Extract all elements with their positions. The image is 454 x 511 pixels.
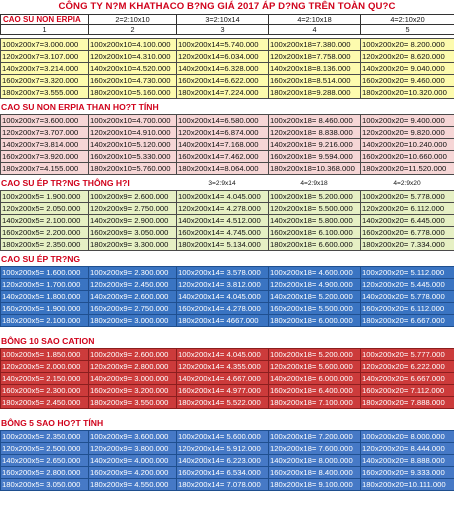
- price-cell: 120x200x20= 5.445.000: [361, 279, 454, 291]
- price-cell: 100x200x14=6.580.000: [177, 115, 269, 127]
- price-cell: 100x200x7=3.000.000: [1, 39, 89, 51]
- price-cell: 140x200x5= 2.150.000: [1, 373, 89, 385]
- table-row: [1, 479, 454, 491]
- price-cell: 140x200x14= 4.667.000: [177, 373, 269, 385]
- price-cell: 160x200x18=8.514.000: [269, 75, 361, 87]
- price-cell: 100x200x18= 4.600.000: [269, 267, 361, 279]
- price-cell: 160x200x14= 4.745.000: [177, 227, 269, 239]
- section-heading: BÔNG 10 SAO CATION: [1, 336, 95, 346]
- price-cell: 100x200x5= 1.850.000: [1, 349, 89, 361]
- price-cell: 160x200x20= 9.333.000: [361, 467, 454, 479]
- header-row-numbers: [1, 25, 454, 35]
- header-cell: 2: [89, 25, 177, 35]
- price-cell: 140x200x20= 5.778.000: [361, 291, 454, 303]
- price-cell: 160x200x20= 9.460.000: [361, 75, 454, 87]
- price-cell: 100x200x9= 2.600.000: [89, 349, 177, 361]
- price-cell: 100x200x10=4.100.000: [89, 39, 177, 51]
- price-cell: 120x200x20= 6.222.000: [361, 361, 454, 373]
- price-cell: 160x200x9= 2.750.000: [89, 303, 177, 315]
- table-row: [1, 127, 454, 139]
- table-row: [1, 373, 454, 385]
- price-cell: 120x200x14= 4.278.000: [177, 203, 269, 215]
- header-row-labels: [1, 15, 454, 25]
- table-row: [1, 87, 454, 99]
- table-row: [1, 349, 454, 361]
- price-cell: 180x200x7=4.155.000: [1, 163, 89, 175]
- price-cell: 120x200x20= 6.112.000: [361, 203, 454, 215]
- price-cell: 140x200x7=3.214.000: [1, 63, 89, 75]
- table-row: [1, 115, 454, 127]
- price-cell: 120x200x9= 2.750.000: [89, 203, 177, 215]
- table-row: [1, 397, 454, 409]
- table-row: [1, 291, 454, 303]
- price-cell: 180x200x10=5.160.000: [89, 87, 177, 99]
- price-cell: 160x200x18= 8.400.000: [269, 467, 361, 479]
- price-cell: 180x200x14= 7.078.000: [177, 479, 269, 491]
- price-cell: 120x200x20= 8.444.000: [361, 443, 454, 455]
- price-cell: 160x200x14=6.622.000: [177, 75, 269, 87]
- price-cell: 100x200x14= 4.045.000: [177, 191, 269, 203]
- price-cell: 100x200x10=4.700.000: [89, 115, 177, 127]
- price-cell: 140x200x20= 9.040.000: [361, 63, 454, 75]
- price-cell: 100x200x9= 3.600.000: [89, 431, 177, 443]
- price-cell: 180x200x14=8.064.000: [177, 163, 269, 175]
- column-header-table: [0, 14, 454, 35]
- table-row: [1, 63, 454, 75]
- price-cell: 140x200x14=7.168.000: [177, 139, 269, 151]
- price-cell: 160x200x14=7.462.000: [177, 151, 269, 163]
- price-cell: 160x200x10=5.330.000: [89, 151, 177, 163]
- price-table: [0, 38, 454, 99]
- price-cell: 100x200x20= 5.112.000: [361, 267, 454, 279]
- header-cell: 2=2:10x10: [89, 15, 177, 25]
- price-cell: 140x200x9= 2.600.000: [89, 291, 177, 303]
- price-cell: 160x200x14= 4.278.000: [177, 303, 269, 315]
- price-cell: 140x200x20= 8.888.000: [361, 455, 454, 467]
- price-cell: 120x200x20= 8.620.000: [361, 51, 454, 63]
- table-row: [1, 303, 454, 315]
- header-cell: 4=2:10x20: [361, 15, 454, 25]
- table-row: [1, 39, 454, 51]
- price-cell: 180x200x18=9.288.000: [269, 87, 361, 99]
- price-cell: 100x200x7=3.600.000: [1, 115, 89, 127]
- price-cell: 120x200x14= 4.355.000: [177, 361, 269, 373]
- table-row: [1, 215, 454, 227]
- table-row: [1, 279, 454, 291]
- table-row: [1, 239, 454, 251]
- price-cell: 180x200x5= 2.100.000: [1, 315, 89, 327]
- price-cell: 120x200x5= 2.000.000: [1, 361, 89, 373]
- price-cell: 180x200x20=10.111.000: [361, 479, 454, 491]
- table-row: [1, 139, 454, 151]
- price-cell: 140x200x5= 2.650.000: [1, 455, 89, 467]
- price-cell: 160x200x18= 6.400.000: [269, 385, 361, 397]
- table-row: [1, 151, 454, 163]
- price-cell: 140x200x14= 4.512.000: [177, 215, 269, 227]
- price-cell: 120x200x14=6.034.000: [177, 51, 269, 63]
- price-cell: 100x200x20= 5.777.000: [361, 349, 454, 361]
- section-heading: CAO SU ÉP TR?NG THÔNG H?I: [1, 178, 130, 188]
- price-cell: 100x200x14= 4.045.000: [177, 349, 269, 361]
- price-cell: 160x200x20=10.660.000: [361, 151, 454, 163]
- header-cell: 3=2:10x14: [177, 15, 269, 25]
- price-cell: 160x200x10=4.730.000: [89, 75, 177, 87]
- table-row: [1, 315, 454, 327]
- price-cell: 180x200x20= 7.888.000: [361, 397, 454, 409]
- table-row: [1, 191, 454, 203]
- price-cell: 120x200x18= 4.900.000: [269, 279, 361, 291]
- table-row: [1, 431, 454, 443]
- header-cell: 1: [1, 25, 89, 35]
- price-cell: 100x200x18= 7.200.000: [269, 431, 361, 443]
- table-row: [1, 455, 454, 467]
- price-cell: 140x200x18=8.136.000: [269, 63, 361, 75]
- price-cell: 120x200x10=4.910.000: [89, 127, 177, 139]
- price-cell: 180x200x9= 3.000.000: [89, 315, 177, 327]
- price-cell: 120x200x14= 5.912.000: [177, 443, 269, 455]
- price-cell: 140x200x5= 2.100.000: [1, 215, 89, 227]
- price-cell: 140x200x7=3.814.000: [1, 139, 89, 151]
- price-cell: 180x200x5= 2.450.000: [1, 397, 89, 409]
- price-cell: 140x200x9= 3.000.000: [89, 373, 177, 385]
- price-cell: 120x200x10=4.310.000: [89, 51, 177, 63]
- price-cell: 180x200x14= 5.522.000: [177, 397, 269, 409]
- price-cell: 140x200x9= 4.000.000: [89, 455, 177, 467]
- price-cell: 160x200x18= 9.594.000: [269, 151, 361, 163]
- price-cell: 140x200x14= 6.223.000: [177, 455, 269, 467]
- price-cell: 180x200x20= 6.667.000: [361, 315, 454, 327]
- section-subheader: 4=2:9x20: [393, 180, 421, 187]
- price-cell: 100x200x14=5.740.000: [177, 39, 269, 51]
- price-cell: 120x200x7=3.107.000: [1, 51, 89, 63]
- price-cell: 100x200x18= 5.200.000: [269, 349, 361, 361]
- price-cell: 120x200x14= 3.812.000: [177, 279, 269, 291]
- table-row: [1, 385, 454, 397]
- price-cell: 140x200x20=10.240.000: [361, 139, 454, 151]
- page-title: CÔNG TY N?M KHATHACO B?NG GIÁ 2017 ÁP D?NG TRÊN TOÀN QU?C: [58, 1, 396, 12]
- price-cell: 120x200x9= 2.450.000: [89, 279, 177, 291]
- price-cell: 180x200x20=11.520.000: [361, 163, 454, 175]
- price-cell: 180x200x18= 6.600.000: [269, 239, 361, 251]
- price-cell: 140x200x18= 5.800.000: [269, 215, 361, 227]
- price-cell: 140x200x10=5.120.000: [89, 139, 177, 151]
- price-cell: 180x200x18=10.368.000: [269, 163, 361, 175]
- price-cell: 140x200x9= 2.900.000: [89, 215, 177, 227]
- price-cell: 120x200x18= 8.838.000: [269, 127, 361, 139]
- price-cell: 120x200x20= 9.820.000: [361, 127, 454, 139]
- price-cell: 180x200x14=7.224.000: [177, 87, 269, 99]
- price-cell: 100x200x20= 5.778.000: [361, 191, 454, 203]
- price-cell: 180x200x14= 4667.000: [177, 315, 269, 327]
- price-cell: 140x200x5= 1.800.000: [1, 291, 89, 303]
- price-cell: 160x200x14= 6.534.000: [177, 467, 269, 479]
- price-cell: 160x200x7=3.320.000: [1, 75, 89, 87]
- price-cell: 120x200x18= 5.600.000: [269, 361, 361, 373]
- price-cell: 160x200x5= 2.200.000: [1, 227, 89, 239]
- section-heading: CAO SU ÉP TR?NG: [1, 254, 81, 264]
- table-row: [1, 203, 454, 215]
- price-cell: 140x200x14=6.328.000: [177, 63, 269, 75]
- section-heading: CAO SU NON ERPIA THAN HO?T TÍNH: [1, 102, 159, 112]
- price-cell: 180x200x18= 7.100.000: [269, 397, 361, 409]
- section-subheader: 3=2:9x14: [208, 180, 236, 187]
- price-cell: 160x200x5= 2.300.000: [1, 385, 89, 397]
- header-cell: CAO SU NON ERPIA: [1, 15, 89, 25]
- price-cell: 120x200x9= 2.800.000: [89, 361, 177, 373]
- price-cell: 100x200x20= 9.400.000: [361, 115, 454, 127]
- price-table: [0, 266, 454, 327]
- price-cell: 100x200x20= 8.200.000: [361, 39, 454, 51]
- section-heading: BÔNG 5 SAO HO?T TÍNH: [1, 418, 104, 428]
- price-cell: 140x200x14= 4.045.000: [177, 291, 269, 303]
- table-row: [1, 51, 454, 63]
- price-cell: 120x200x14=6.874.000: [177, 127, 269, 139]
- price-cell: 100x200x5= 1.900.000: [1, 191, 89, 203]
- price-cell: 160x200x9= 3.200.000: [89, 385, 177, 397]
- price-cell: 100x200x20= 8.000.000: [361, 431, 454, 443]
- price-cell: 180x200x20= 7.334.000: [361, 239, 454, 251]
- price-cell: 100x200x14= 3.578.000: [177, 267, 269, 279]
- table-row: [1, 267, 454, 279]
- price-cell: 140x200x18= 8.000.000: [269, 455, 361, 467]
- price-table: [0, 348, 454, 409]
- table-row: [1, 361, 454, 373]
- price-cell: 140x200x18= 9.216.000: [269, 139, 361, 151]
- price-cell: 120x200x5= 1.700.000: [1, 279, 89, 291]
- price-cell: 180x200x20=10.320.000: [361, 87, 454, 99]
- price-cell: 160x200x20= 7.112.000: [361, 385, 454, 397]
- table-row: [1, 163, 454, 175]
- price-cell: 120x200x5= 2.500.000: [1, 443, 89, 455]
- price-cell: 160x200x9= 3.050.000: [89, 227, 177, 239]
- price-cell: 100x200x5= 2.350.000: [1, 431, 89, 443]
- price-cell: 160x200x5= 1.900.000: [1, 303, 89, 315]
- price-cell: 140x200x18= 5.200.000: [269, 291, 361, 303]
- price-cell: 180x200x7=3.555.000: [1, 87, 89, 99]
- price-cell: 120x200x18= 7.600.000: [269, 443, 361, 455]
- price-table: [0, 430, 454, 491]
- price-cell: 120x200x18=7.758.000: [269, 51, 361, 63]
- price-cell: 180x200x18= 9.100.000: [269, 479, 361, 491]
- price-cell: 180x200x9= 4.550.000: [89, 479, 177, 491]
- price-table: [0, 190, 454, 251]
- table-row: [1, 227, 454, 239]
- price-cell: 180x200x5= 2.350.000: [1, 239, 89, 251]
- price-cell: 160x200x20= 6.778.000: [361, 227, 454, 239]
- price-cell: 100x200x18=7.380.000: [269, 39, 361, 51]
- header-cell: 4: [269, 25, 361, 35]
- price-cell: 160x200x14= 4.977.000: [177, 385, 269, 397]
- price-cell: 120x200x9= 3.800.000: [89, 443, 177, 455]
- price-cell: 140x200x20= 6.445.000: [361, 215, 454, 227]
- price-table: [0, 114, 454, 175]
- price-cell: 160x200x5= 2.800.000: [1, 467, 89, 479]
- price-cell: 140x200x20= 6.667.000: [361, 373, 454, 385]
- section-subheader: 4=2:9x18: [300, 180, 328, 187]
- price-cell: 180x200x10=5.760.000: [89, 163, 177, 175]
- table-row: [1, 443, 454, 455]
- header-cell: 5: [361, 25, 454, 35]
- table-row: [1, 467, 454, 479]
- price-cell: 140x200x18= 6.000.000: [269, 373, 361, 385]
- price-cell: 160x200x7=3.920.000: [1, 151, 89, 163]
- price-cell: 100x200x14= 5.600.000: [177, 431, 269, 443]
- price-cell: 120x200x5= 2.050.000: [1, 203, 89, 215]
- header-cell: 3: [177, 25, 269, 35]
- price-cell: 160x200x9= 4.200.000: [89, 467, 177, 479]
- price-cell: 140x200x10=4.520.000: [89, 63, 177, 75]
- price-cell: 100x200x9= 2.300.000: [89, 267, 177, 279]
- price-cell: 160x200x18= 6.100.000: [269, 227, 361, 239]
- price-cell: 120x200x7=3.707.000: [1, 127, 89, 139]
- header-cell: 4=2:10x18: [269, 15, 361, 25]
- price-cell: 180x200x14= 5.134.000: [177, 239, 269, 251]
- price-cell: 180x200x5= 3.050.000: [1, 479, 89, 491]
- price-cell: 180x200x18= 6.000.000: [269, 315, 361, 327]
- price-cell: 100x200x5= 1.600.000: [1, 267, 89, 279]
- price-cell: 120x200x18= 5.500.000: [269, 203, 361, 215]
- price-cell: 160x200x20= 6.112.000: [361, 303, 454, 315]
- price-cell: 160x200x18= 5.500.000: [269, 303, 361, 315]
- price-cell: 100x200x18= 8.460.000: [269, 115, 361, 127]
- price-cell: 180x200x9= 3.300.000: [89, 239, 177, 251]
- table-row: [1, 75, 454, 87]
- price-cell: 100x200x9= 2.600.000: [89, 191, 177, 203]
- price-cell: 180x200x9= 3.550.000: [89, 397, 177, 409]
- price-cell: 100x200x18= 5.200.000: [269, 191, 361, 203]
